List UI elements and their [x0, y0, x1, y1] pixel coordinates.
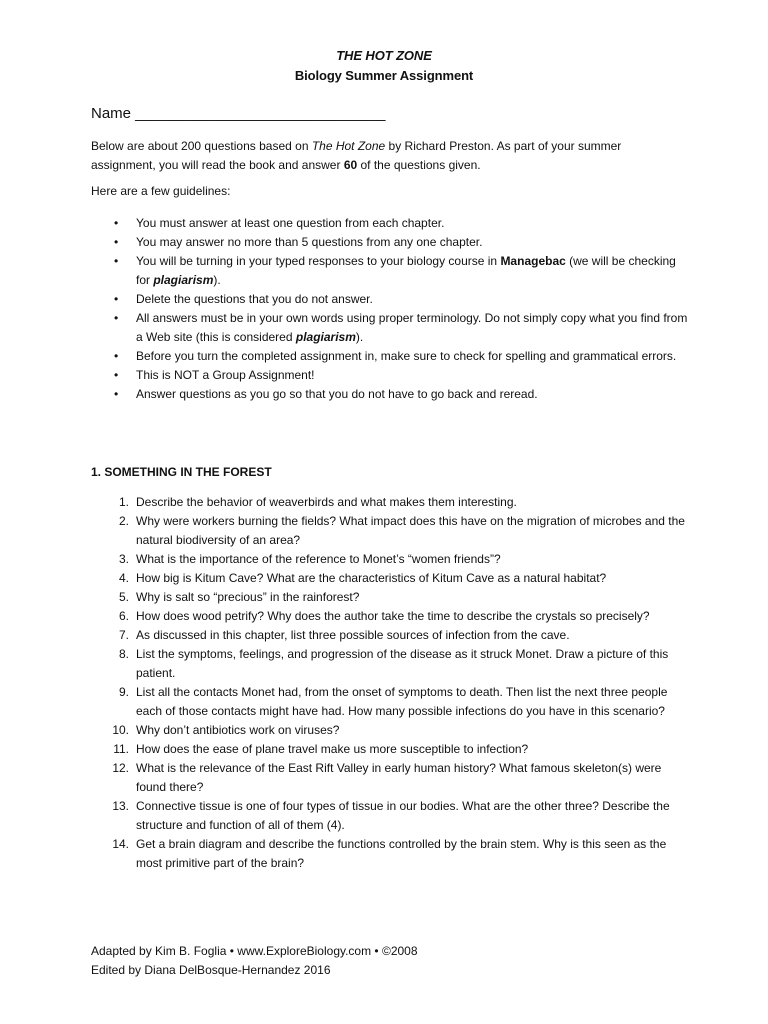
question-text: As discussed in this chapter, list three possible sources of infection from the cave. — [136, 628, 570, 642]
guideline-item: • This is NOT a Group Assignment! — [91, 366, 691, 385]
bullet-icon: • — [114, 311, 119, 325]
question-number: 10. — [112, 723, 129, 737]
intro-paragraph: Below are about 200 questions based on The Hot Zone by Richard Preston. As part of your summer assignment, you will read the book and answer 60 of the questions given. — [91, 139, 622, 172]
question-text: What is the relevance of the East Rift Valley in early human history? What famous skeleton(s) were found there? — [136, 761, 662, 794]
question-item — [91, 797, 691, 835]
bullet-icon: • — [114, 235, 119, 249]
guideline-item: • You must answer at least one question from each chapter. — [91, 214, 691, 233]
book-title: The Hot Zone — [311, 139, 386, 153]
section-heading: 1. SOMETHING IN THE FOREST — [91, 465, 272, 479]
footer — [91, 942, 418, 980]
bullet-icon: • — [114, 387, 119, 401]
question-number: 11. — [113, 742, 129, 756]
question-number: 2. — [118, 514, 129, 528]
guidelines-list — [91, 214, 691, 404]
question-item — [91, 683, 691, 721]
footer-credit: Adapted by Kim B. Foglia • www.ExploreBiology.com • ©2008 — [91, 944, 418, 958]
question-item — [91, 721, 691, 740]
question-number: 14. — [112, 837, 129, 851]
question-text: Why is salt so “precious” in the rainforest? — [136, 590, 360, 604]
bullet-icon: • — [114, 292, 119, 306]
guideline-item: • Answer questions as you go so that you do not have to go back and reread. — [91, 385, 691, 404]
guideline-item: • You will be turning in your typed responses to your biology course in Managebac (we will be checking for plagiarism). — [114, 254, 676, 287]
question-number: 8. — [118, 647, 129, 661]
question-number: 12. — [112, 761, 129, 775]
question-text: How does wood petrify? Why does the author take the time to describe the crystals so precisely? — [136, 609, 650, 623]
question-text: List all the contacts Monet had, from the onset of symptoms to death. Then list the next three people each of those contacts might have had. How many possible infections do you have in this scenario? — [136, 685, 668, 718]
guideline-item: • All answers must be in your own words using proper terminology. Do not simply copy what you find from a Web site (this is considered plagiarism). — [114, 311, 688, 344]
question-text: List the symptoms, feelings, and progression of the disease as it struck Monet. Draw a picture of this patient. — [136, 647, 669, 680]
question-text: Why don’t antibiotics work on viruses? — [136, 723, 340, 737]
plagiarism-term: plagiarism — [153, 273, 214, 287]
question-number: 1. — [118, 495, 129, 509]
question-number: 13. — [112, 799, 129, 813]
question-item — [91, 512, 691, 550]
question-number: 5. — [118, 590, 129, 604]
footer-editor: Edited by Diana DelBosque-Hernandez 2016 — [91, 963, 331, 977]
question-count: 60 — [343, 158, 358, 172]
question-text: What is the importance of the reference to Monet’s “women friends”? — [136, 552, 501, 566]
question-number: 6. — [118, 609, 129, 623]
question-item — [91, 569, 691, 588]
question-text: How does the ease of plane travel make us more susceptible to infection? — [136, 742, 529, 756]
name-line: Name ______________________________ — [91, 105, 386, 122]
question-text: Describe the behavior of weaverbirds and what makes them interesting. — [136, 495, 517, 509]
question-item — [91, 645, 691, 683]
question-list — [91, 493, 691, 873]
question-text: Connective tissue is one of four types of tissue in our bodies. What are the other three? Describe the structure and function of all of them (4). — [136, 799, 670, 832]
question-number: 3. — [118, 552, 129, 566]
guidelines-lead: Here are a few guidelines: — [91, 184, 231, 198]
question-text: How big is Kitum Cave? What are the characteristics of Kitum Cave as a natural habitat? — [136, 571, 607, 585]
question-text: Why were workers burning the fields? What impact does this have on the migration of microbes and the natural biodiversity of an area? — [136, 514, 685, 547]
question-item — [91, 493, 691, 512]
bullet-icon: • — [114, 216, 119, 230]
bullet-icon: • — [114, 349, 119, 363]
guideline-item: • You may answer no more than 5 questions from any one chapter. — [91, 233, 691, 252]
guideline-item: • Before you turn the completed assignment in, make sure to check for spelling and grammatical errors. — [91, 347, 691, 366]
question-item — [91, 607, 691, 626]
question-item — [91, 550, 691, 569]
document-title: THE HOT ZONE — [336, 48, 432, 63]
question-number: 4. — [118, 571, 129, 585]
question-item — [91, 759, 691, 797]
bullet-icon: • — [114, 368, 119, 382]
managebac-label: Managebac — [500, 254, 566, 268]
question-item — [91, 588, 691, 607]
question-text: Get a brain diagram and describe the functions controlled by the brain stem. Why is this seen as the most primitive part of the brain? — [136, 837, 667, 870]
question-item — [91, 835, 691, 873]
plagiarism-term: plagiarism — [295, 330, 356, 344]
question-number: 9. — [118, 685, 129, 699]
guideline-item: • Delete the questions that you do not answer. — [91, 290, 691, 309]
question-item — [91, 626, 691, 645]
bullet-icon: • — [114, 254, 119, 268]
document-subtitle: Biology Summer Assignment — [294, 68, 474, 83]
question-item — [91, 740, 691, 759]
question-number: 7. — [118, 628, 129, 642]
